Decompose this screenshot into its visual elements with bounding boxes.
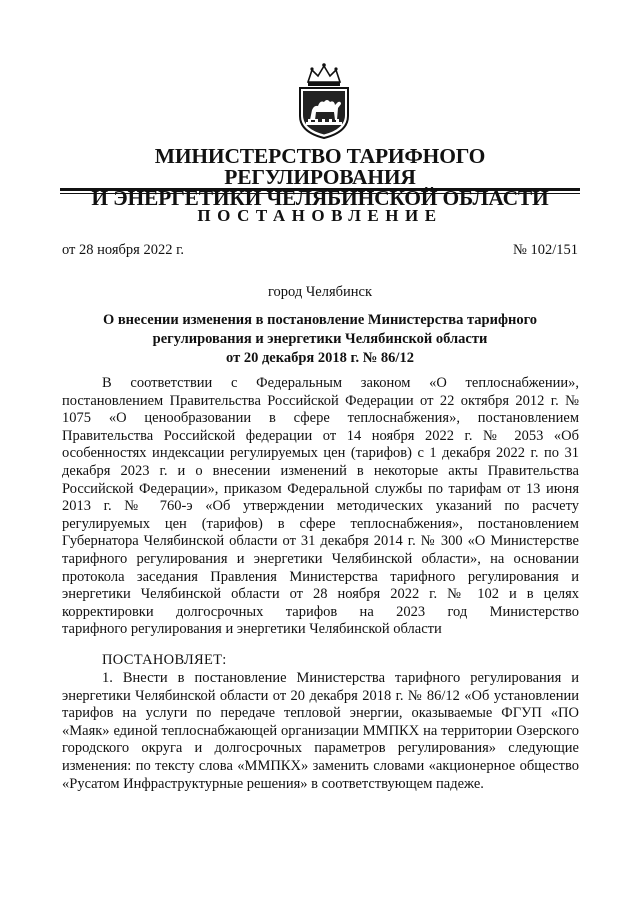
chelyabinsk-coat-of-arms-icon [294, 62, 354, 140]
document-date: от 28 ноября 2022 г. [62, 242, 185, 258]
preamble-paragraph [62, 375, 579, 639]
subject-line3: от 20 декабря 2018 г. № 86/12 [226, 350, 414, 366]
document-number: № 102/151 [513, 242, 578, 258]
preamble-text: В соответствии с Федеральным законом «О теплоснабжении», постановлением Правительства Российской Федерации от 22 октября 2012 г. № 1075 «О ценообразовании в сфере теплоснабжения», постановлением Правительства Российской федерации от 14 ноября 2022 г. № 2053 «Об особенностях индексации регулируемых цен (тарифов) с 1 декабря 2022 г. по 31 декабря 2023 г. и о внесении изменений в некоторые акты Правительства Российской Федерации», приказом Федеральной службы по тарифам от 13 июня 2013 г. № 760-э «Об утверждении методических указаний по расчету регулируемых цен (тарифов) в сфере теплоснабжения», постановлением Губернатора Челябинской области от 31 декабря 2014 г. № 300 «О Министерстве тарифного регулирования и энергетики Челябинской области», на основании протокола заседания Правления Министерства тарифного регулирования и энергетики Челябинской области от 28 ноября 2022 г. № 102 и в целях корректировки долгосрочных тарифов на 2023 год Министерство [62, 375, 579, 620]
subject-line1: О внесении изменения в постановление Министерства тарифного [102, 312, 538, 328]
ministry-name-line2: И ЭНЕРГЕТИКИ ЧЕЛЯБИНСКОЙ ОБЛАСТИ [91, 186, 549, 210]
ministry-name [60, 146, 580, 209]
item-1-text: 1. Внести в постановление Министерства тарифного регулирования и энергетики Челябинской области от 20 декабря 2018 г. № 86/12 «Об установлении тарифов на услуги по передаче тепловой энергии, оказываемые ФГУП «ПО «Маяк» единой теплоснабжающей организации ММПКХ на территории Озерского городского округа и долгосрочных параметров регулирования» следующие изменения: по тексту слова «ММПКХ» заменить словами «акционерное общество «Русатом Инфраструктурные решения» в соответствующем падеже. [62, 670, 579, 792]
decree-heading: ПОСТАНОВЛЯЕТ: [102, 652, 227, 668]
header-divider-thin [60, 193, 580, 194]
document-subject [60, 311, 580, 368]
subject-line2: регулирования и энергетики Челябинской области [152, 331, 488, 347]
preamble-last-line: тарифного регулирования и энергетики Челябинской области [62, 621, 442, 638]
header-divider-thick [60, 188, 580, 191]
item-1-paragraph [62, 670, 579, 793]
ministry-name-line1: МИНИСТЕРСТВО ТАРИФНОГО РЕГУЛИРОВАНИЯ [154, 144, 486, 189]
document-city: город Челябинск [267, 284, 373, 300]
document-type: ПОСТАНОВЛЕНИЕ [197, 206, 443, 225]
